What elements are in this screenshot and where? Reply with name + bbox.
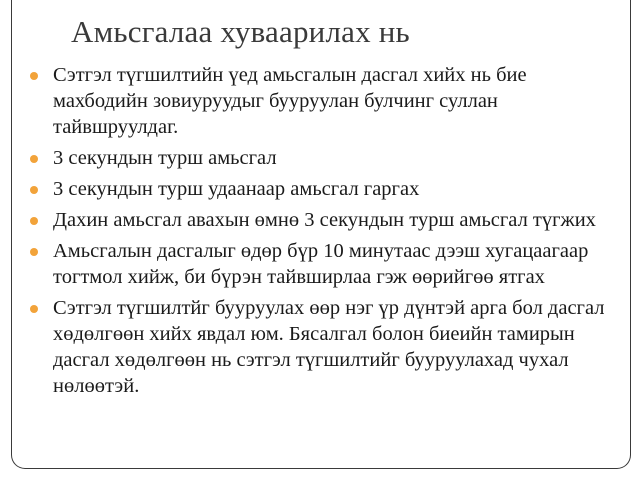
bullet-dot-icon (30, 186, 38, 194)
bullet-item (30, 207, 605, 233)
bullet-text: Сэтгэл түгшилтийн үед амьсгалын дасгал хийх нь бие махбодийн зовиуруудыг бууруулан булчинг суллан тайвшруулдаг. (53, 64, 527, 138)
bullet-text: Сэтгэл түгшилтйг бууруулах өөр нэг үр дүнтэй арга бол дасгал хөдөлгөөн хийх явдал юм. Бясалгал болон биеийн тамирын дасгал хөдөлгөөн нь сэтгэл түгшилтийг бууруулахад чухал нөлөөтэй. (53, 297, 605, 397)
bullet-dot-icon (30, 217, 38, 225)
bullet-item (30, 176, 605, 202)
bullet-dot-icon (30, 72, 38, 80)
bullet-text: Амьсгалын дасгалыг өдөр бүр 10 минутаас дээш хугацаагаар тогтмол хийж, би бүрэн тайвширлаа гэж өөрийгөө ятгах (53, 240, 589, 288)
bullet-dot-icon (30, 155, 38, 163)
slide-title: Амьсгалаа хуваарилах нь (71, 14, 410, 49)
bullet-item (30, 295, 605, 399)
bullet-text: 3 секундын турш удаанаар амьсгал гаргах (53, 178, 420, 200)
bullet-text: Дахин амьсгал авахын өмнө 3 секундын турш амьсгал түгжих (53, 209, 596, 231)
bullet-dot-icon (30, 305, 38, 313)
bullet-dot-icon (30, 248, 38, 256)
bullet-item (30, 62, 605, 140)
bullet-item (30, 145, 605, 171)
bullet-list (30, 62, 605, 404)
bullet-text: 3 секундын турш амьсгал (53, 147, 277, 169)
bullet-item (30, 238, 605, 290)
